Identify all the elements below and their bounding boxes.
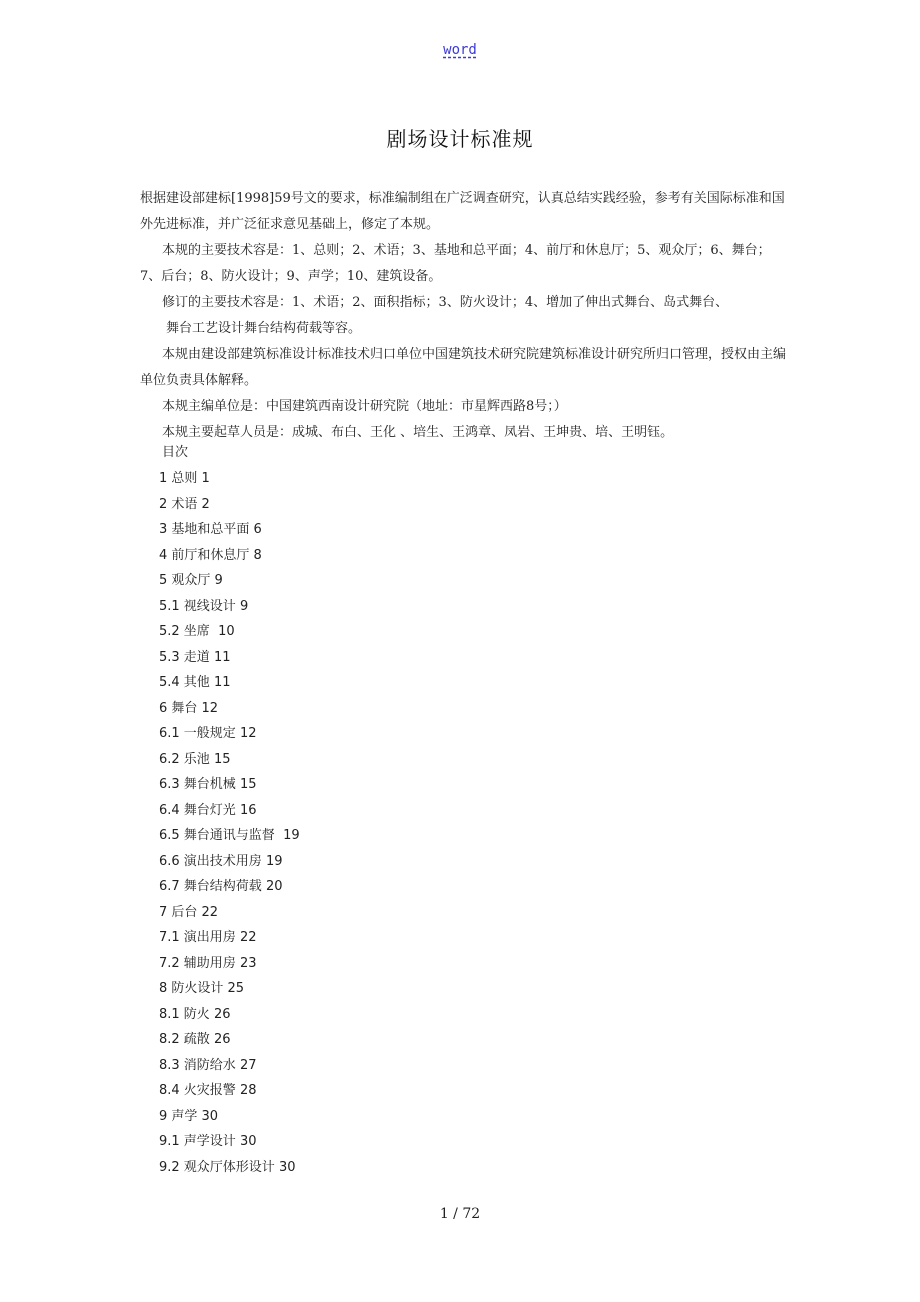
document-title: 剧场设计标准规 bbox=[386, 127, 534, 151]
toc-item: 5.2 坐席 10 bbox=[159, 624, 235, 639]
toc-item: 6.6 演出技术用房 19 bbox=[159, 853, 283, 869]
toc-item: 3 基地和总平面 6 bbox=[159, 522, 262, 537]
toc-item: 5 观众厅 9 bbox=[159, 573, 223, 588]
toc-item: 6.5 舞台通讯与监督 19 bbox=[159, 828, 300, 843]
management-paragraph: 本规由建设部建筑标准设计标准技术归口单位中国建筑技术研究院建筑标准设计研究所归口管理，授权由主编单位负责具体解释。 bbox=[140, 347, 787, 388]
header-word-link[interactable]: word bbox=[443, 42, 477, 58]
toc-item: 6.1 一般规定 12 bbox=[159, 726, 257, 741]
toc-item: 5.3 走道 11 bbox=[159, 649, 231, 665]
toc-item: 9 声学 30 bbox=[159, 1108, 219, 1124]
toc-item: 6.7 舞台结构荷载 20 bbox=[159, 879, 283, 894]
toc-item: 8.1 防火 26 bbox=[159, 1006, 231, 1022]
toc-item: 7.2 辅助用房 23 bbox=[159, 955, 257, 971]
intro-section bbox=[140, 186, 788, 446]
toc-item: 7.1 演出用房 22 bbox=[159, 930, 257, 945]
toc-item: 4 前厅和休息厅 8 bbox=[159, 547, 262, 563]
toc-item: 7 后台 22 bbox=[159, 904, 219, 920]
drafters-paragraph: 本规主要起草人员是：成城、布白、王化 、培生、王鸿章、凤岩、王坤贵、培、王明钰。 bbox=[162, 425, 674, 440]
revision-summary-paragraph: 修订的主要技术容是：1、术语；2、面积指标；3、防火设计；4、增加了伸出式舞台、岛式舞台、 bbox=[162, 295, 729, 310]
content-summary-paragraph: 本规的主要技术容是：1、总则；2、术语；3、基地和总平面；4、前厅和休息厅；5、观众厅；6、舞台；7、后台；8、防火设计；9、声学；10、建筑设备。 bbox=[140, 243, 771, 284]
intro-paragraph: 根据建设部建标[1998]59号文的要求，标准编制组在广泛调查研究，认真总结实践经验，参考有关国际标准和国外先进标准，并广泛征求意见基础上，修定了本规。 bbox=[140, 191, 785, 232]
chief-editor-paragraph: 本规主编单位是：中国建筑西南设计研究院（地址：市星辉西路8号；） bbox=[162, 399, 567, 414]
toc-item: 6 舞台 12 bbox=[159, 700, 219, 716]
toc-item: 5.4 其他 11 bbox=[159, 675, 231, 690]
toc-item: 6.4 舞台灯光 16 bbox=[159, 802, 257, 818]
table-of-contents bbox=[159, 466, 759, 1180]
toc-item: 8 防火设计 25 bbox=[159, 981, 245, 996]
toc-item: 9.2 观众厅体形设计 30 bbox=[159, 1159, 296, 1175]
toc-item: 5.1 视线设计 9 bbox=[159, 598, 249, 614]
toc-item: 1 总则 1 bbox=[159, 471, 210, 486]
toc-heading: 目次 bbox=[162, 445, 189, 460]
toc-item: 6.3 舞台机械 15 bbox=[159, 777, 257, 792]
toc-item: 9.1 声学设计 30 bbox=[159, 1134, 257, 1149]
revision-summary-continuation: 舞台工艺设计舞台结构荷载等容。 bbox=[166, 321, 362, 336]
page-indicator: 1 / 72 bbox=[439, 1206, 481, 1222]
toc-item: 8.2 疏散 26 bbox=[159, 1032, 231, 1047]
toc-item: 8.3 消防给水 27 bbox=[159, 1057, 257, 1073]
toc-item: 8.4 火灾报警 28 bbox=[159, 1083, 257, 1098]
toc-item: 2 术语 2 bbox=[159, 496, 210, 512]
toc-item: 6.2 乐池 15 bbox=[159, 751, 231, 767]
